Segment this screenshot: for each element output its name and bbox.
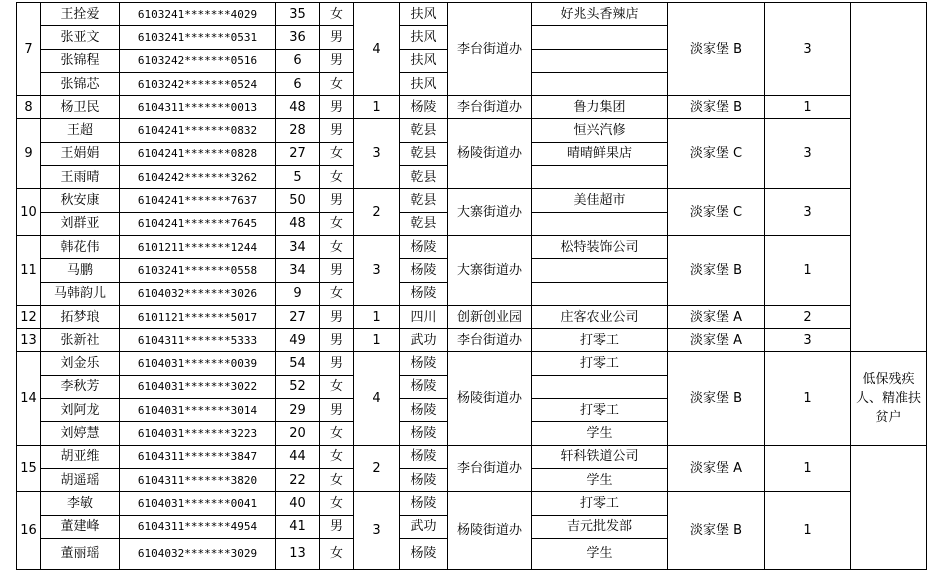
age-cell: 5 — [276, 166, 320, 189]
workplace-cell: 打零工 — [532, 352, 668, 375]
id-cell: 6104031*******0039 — [120, 352, 276, 375]
group-number: 8 — [17, 96, 41, 119]
village-cell: 淡家堡 C — [668, 189, 765, 236]
age-cell: 36 — [276, 26, 320, 49]
name-cell: 秋安康 — [41, 189, 120, 212]
count-cell: 3 — [765, 329, 851, 352]
sex-cell: 女 — [320, 142, 354, 165]
count-cell: 2 — [765, 305, 851, 328]
office-cell: 创新创业园 — [448, 305, 532, 328]
table-row — [17, 235, 927, 258]
name-cell: 杨卫民 — [41, 96, 120, 119]
office-cell: 李台街道办 — [448, 445, 532, 492]
name-cell: 董丽瑶 — [41, 538, 120, 569]
table-row — [17, 492, 927, 515]
household-count: 1 — [354, 96, 400, 119]
household-count: 4 — [354, 352, 400, 445]
id-cell: 6104241*******7637 — [120, 189, 276, 212]
household-count: 1 — [354, 329, 400, 352]
age-cell: 40 — [276, 492, 320, 515]
id-cell: 6104031*******3022 — [120, 375, 276, 398]
table-row — [17, 189, 927, 212]
name-cell: 刘金乐 — [41, 352, 120, 375]
age-cell: 35 — [276, 3, 320, 26]
village-cell: 淡家堡 B — [668, 3, 765, 96]
village-cell: 淡家堡 B — [668, 352, 765, 445]
origin-cell: 杨陵 — [400, 422, 448, 445]
id-cell: 6104032*******3026 — [120, 282, 276, 305]
group-number: 15 — [17, 445, 41, 492]
village-cell: 淡家堡 B — [668, 96, 765, 119]
age-cell: 44 — [276, 445, 320, 468]
resident-table — [16, 2, 927, 570]
name-cell: 张新社 — [41, 329, 120, 352]
workplace-cell: 打零工 — [532, 399, 668, 422]
note-cell: 低保残疾人、精准扶贫户 — [851, 352, 927, 445]
id-cell: 6103241*******4029 — [120, 3, 276, 26]
id-cell: 6103242*******0516 — [120, 49, 276, 72]
name-cell: 张锦程 — [41, 49, 120, 72]
household-count: 3 — [354, 119, 400, 189]
office-cell: 杨陵街道办 — [448, 352, 532, 445]
name-cell: 李秋芳 — [41, 375, 120, 398]
workplace-cell: 学生 — [532, 422, 668, 445]
office-cell: 大寨街道办 — [448, 189, 532, 236]
workplace-cell: 打零工 — [532, 329, 668, 352]
count-cell: 3 — [765, 189, 851, 236]
sex-cell: 男 — [320, 329, 354, 352]
count-cell: 1 — [765, 352, 851, 445]
origin-cell: 武功 — [400, 515, 448, 538]
workplace-cell — [532, 72, 668, 95]
name-cell: 李敏 — [41, 492, 120, 515]
name-cell: 韩花伟 — [41, 235, 120, 258]
table-row — [17, 3, 927, 26]
origin-cell: 杨陵 — [400, 235, 448, 258]
age-cell: 9 — [276, 282, 320, 305]
household-count: 1 — [354, 305, 400, 328]
id-cell: 6103241*******0558 — [120, 259, 276, 282]
group-number: 11 — [17, 235, 41, 305]
workplace-cell — [532, 49, 668, 72]
village-cell: 淡家堡 B — [668, 492, 765, 570]
household-count: 2 — [354, 189, 400, 236]
table-row — [17, 96, 927, 119]
office-cell: 杨陵街道办 — [448, 492, 532, 570]
origin-cell: 乾县 — [400, 212, 448, 235]
workplace-cell — [532, 282, 668, 305]
name-cell: 刘婷慧 — [41, 422, 120, 445]
id-cell: 6103242*******0524 — [120, 72, 276, 95]
group-number: 7 — [17, 3, 41, 96]
origin-cell: 杨陵 — [400, 399, 448, 422]
sex-cell: 男 — [320, 96, 354, 119]
id-cell: 6104241*******0832 — [120, 119, 276, 142]
age-cell: 6 — [276, 49, 320, 72]
workplace-cell — [532, 212, 668, 235]
age-cell: 34 — [276, 235, 320, 258]
name-cell: 刘阿龙 — [41, 399, 120, 422]
origin-cell: 乾县 — [400, 189, 448, 212]
id-cell: 6104311*******4954 — [120, 515, 276, 538]
name-cell: 王超 — [41, 119, 120, 142]
village-cell: 淡家堡 A — [668, 329, 765, 352]
sex-cell: 女 — [320, 282, 354, 305]
origin-cell: 武功 — [400, 329, 448, 352]
table-row — [17, 352, 927, 375]
age-cell: 50 — [276, 189, 320, 212]
id-cell: 6104031*******3223 — [120, 422, 276, 445]
origin-cell: 杨陵 — [400, 282, 448, 305]
sex-cell: 男 — [320, 26, 354, 49]
name-cell: 董建峰 — [41, 515, 120, 538]
office-cell: 李台街道办 — [448, 329, 532, 352]
table-row — [17, 329, 927, 352]
workplace-cell — [532, 166, 668, 189]
village-cell: 淡家堡 C — [668, 119, 765, 189]
name-cell: 拓梦琅 — [41, 305, 120, 328]
sex-cell: 男 — [320, 259, 354, 282]
sex-cell: 男 — [320, 189, 354, 212]
name-cell: 王雨晴 — [41, 166, 120, 189]
note-cell — [851, 445, 927, 569]
origin-cell: 杨陵 — [400, 468, 448, 491]
workplace-cell — [532, 375, 668, 398]
workplace-cell: 美佳超市 — [532, 189, 668, 212]
workplace-cell: 好兆头香辣店 — [532, 3, 668, 26]
workplace-cell: 晴晴鲜果店 — [532, 142, 668, 165]
office-cell: 李台街道办 — [448, 3, 532, 96]
workplace-cell: 学生 — [532, 468, 668, 491]
age-cell: 52 — [276, 375, 320, 398]
note-cell — [851, 3, 927, 352]
office-cell: 李台街道办 — [448, 96, 532, 119]
id-cell: 6104311*******5333 — [120, 329, 276, 352]
age-cell: 48 — [276, 212, 320, 235]
village-cell: 淡家堡 A — [668, 445, 765, 492]
name-cell: 刘群亚 — [41, 212, 120, 235]
village-cell: 淡家堡 B — [668, 235, 765, 305]
name-cell: 胡遥瑶 — [41, 468, 120, 491]
origin-cell: 杨陵 — [400, 96, 448, 119]
group-number: 12 — [17, 305, 41, 328]
group-number: 9 — [17, 119, 41, 189]
table-row — [17, 445, 927, 468]
sex-cell: 男 — [320, 119, 354, 142]
workplace-cell — [532, 259, 668, 282]
age-cell: 22 — [276, 468, 320, 491]
workplace-cell: 恒兴汽修 — [532, 119, 668, 142]
name-cell: 王娟娟 — [41, 142, 120, 165]
group-number: 16 — [17, 492, 41, 570]
id-cell: 6104031*******0041 — [120, 492, 276, 515]
id-cell: 6104241*******7645 — [120, 212, 276, 235]
id-cell: 6104031*******3014 — [120, 399, 276, 422]
origin-cell: 杨陵 — [400, 445, 448, 468]
age-cell: 49 — [276, 329, 320, 352]
group-number: 13 — [17, 329, 41, 352]
age-cell: 48 — [276, 96, 320, 119]
age-cell: 54 — [276, 352, 320, 375]
household-count: 4 — [354, 3, 400, 96]
origin-cell: 杨陵 — [400, 492, 448, 515]
sex-cell: 女 — [320, 445, 354, 468]
count-cell: 3 — [765, 3, 851, 96]
origin-cell: 杨陵 — [400, 538, 448, 569]
name-cell: 马鹏 — [41, 259, 120, 282]
id-cell: 6101211*******1244 — [120, 235, 276, 258]
count-cell: 1 — [765, 235, 851, 305]
origin-cell: 乾县 — [400, 119, 448, 142]
table-row — [17, 305, 927, 328]
origin-cell: 杨陵 — [400, 352, 448, 375]
origin-cell: 乾县 — [400, 142, 448, 165]
sex-cell: 男 — [320, 399, 354, 422]
sex-cell: 女 — [320, 538, 354, 569]
age-cell: 41 — [276, 515, 320, 538]
sex-cell: 女 — [320, 3, 354, 26]
age-cell: 20 — [276, 422, 320, 445]
origin-cell: 扶风 — [400, 72, 448, 95]
workplace-cell: 吉元批发部 — [532, 515, 668, 538]
age-cell: 29 — [276, 399, 320, 422]
office-cell: 杨陵街道办 — [448, 119, 532, 189]
group-number: 14 — [17, 352, 41, 445]
age-cell: 27 — [276, 305, 320, 328]
sex-cell: 女 — [320, 492, 354, 515]
count-cell: 1 — [765, 445, 851, 492]
id-cell: 6104311*******0013 — [120, 96, 276, 119]
age-cell: 6 — [276, 72, 320, 95]
workplace-cell: 松特装饰公司 — [532, 235, 668, 258]
sex-cell: 男 — [320, 305, 354, 328]
id-cell: 6104311*******3820 — [120, 468, 276, 491]
name-cell: 王拴爱 — [41, 3, 120, 26]
workplace-cell: 打零工 — [532, 492, 668, 515]
name-cell: 张锦芯 — [41, 72, 120, 95]
age-cell: 28 — [276, 119, 320, 142]
workplace-cell: 庄客农业公司 — [532, 305, 668, 328]
household-count: 2 — [354, 445, 400, 492]
sex-cell: 男 — [320, 49, 354, 72]
sex-cell: 男 — [320, 515, 354, 538]
origin-cell: 杨陵 — [400, 375, 448, 398]
origin-cell: 四川 — [400, 305, 448, 328]
origin-cell: 杨陵 — [400, 259, 448, 282]
workplace-cell — [532, 26, 668, 49]
village-cell: 淡家堡 A — [668, 305, 765, 328]
table-row — [17, 119, 927, 142]
age-cell: 34 — [276, 259, 320, 282]
origin-cell: 扶风 — [400, 3, 448, 26]
group-number: 10 — [17, 189, 41, 236]
id-cell: 6101121*******5017 — [120, 305, 276, 328]
count-cell: 1 — [765, 492, 851, 570]
sex-cell: 女 — [320, 235, 354, 258]
id-cell: 6104242*******3262 — [120, 166, 276, 189]
count-cell: 1 — [765, 96, 851, 119]
origin-cell: 扶风 — [400, 49, 448, 72]
sex-cell: 女 — [320, 422, 354, 445]
origin-cell: 扶风 — [400, 26, 448, 49]
sex-cell: 女 — [320, 212, 354, 235]
workplace-cell: 鲁力集团 — [532, 96, 668, 119]
workplace-cell: 学生 — [532, 538, 668, 569]
id-cell: 6104032*******3029 — [120, 538, 276, 569]
age-cell: 13 — [276, 538, 320, 569]
id-cell: 6104311*******3847 — [120, 445, 276, 468]
age-cell: 27 — [276, 142, 320, 165]
sex-cell: 女 — [320, 166, 354, 189]
sex-cell: 女 — [320, 468, 354, 491]
sex-cell: 女 — [320, 72, 354, 95]
origin-cell: 乾县 — [400, 166, 448, 189]
workplace-cell: 轩科铁道公司 — [532, 445, 668, 468]
household-count: 3 — [354, 492, 400, 570]
id-cell: 6104241*******0828 — [120, 142, 276, 165]
name-cell: 胡亚维 — [41, 445, 120, 468]
sex-cell: 男 — [320, 352, 354, 375]
name-cell: 马韩韵儿 — [41, 282, 120, 305]
id-cell: 6103241*******0531 — [120, 26, 276, 49]
count-cell: 3 — [765, 119, 851, 189]
name-cell: 张亚文 — [41, 26, 120, 49]
sex-cell: 女 — [320, 375, 354, 398]
household-count: 3 — [354, 235, 400, 305]
office-cell: 大寨街道办 — [448, 235, 532, 305]
